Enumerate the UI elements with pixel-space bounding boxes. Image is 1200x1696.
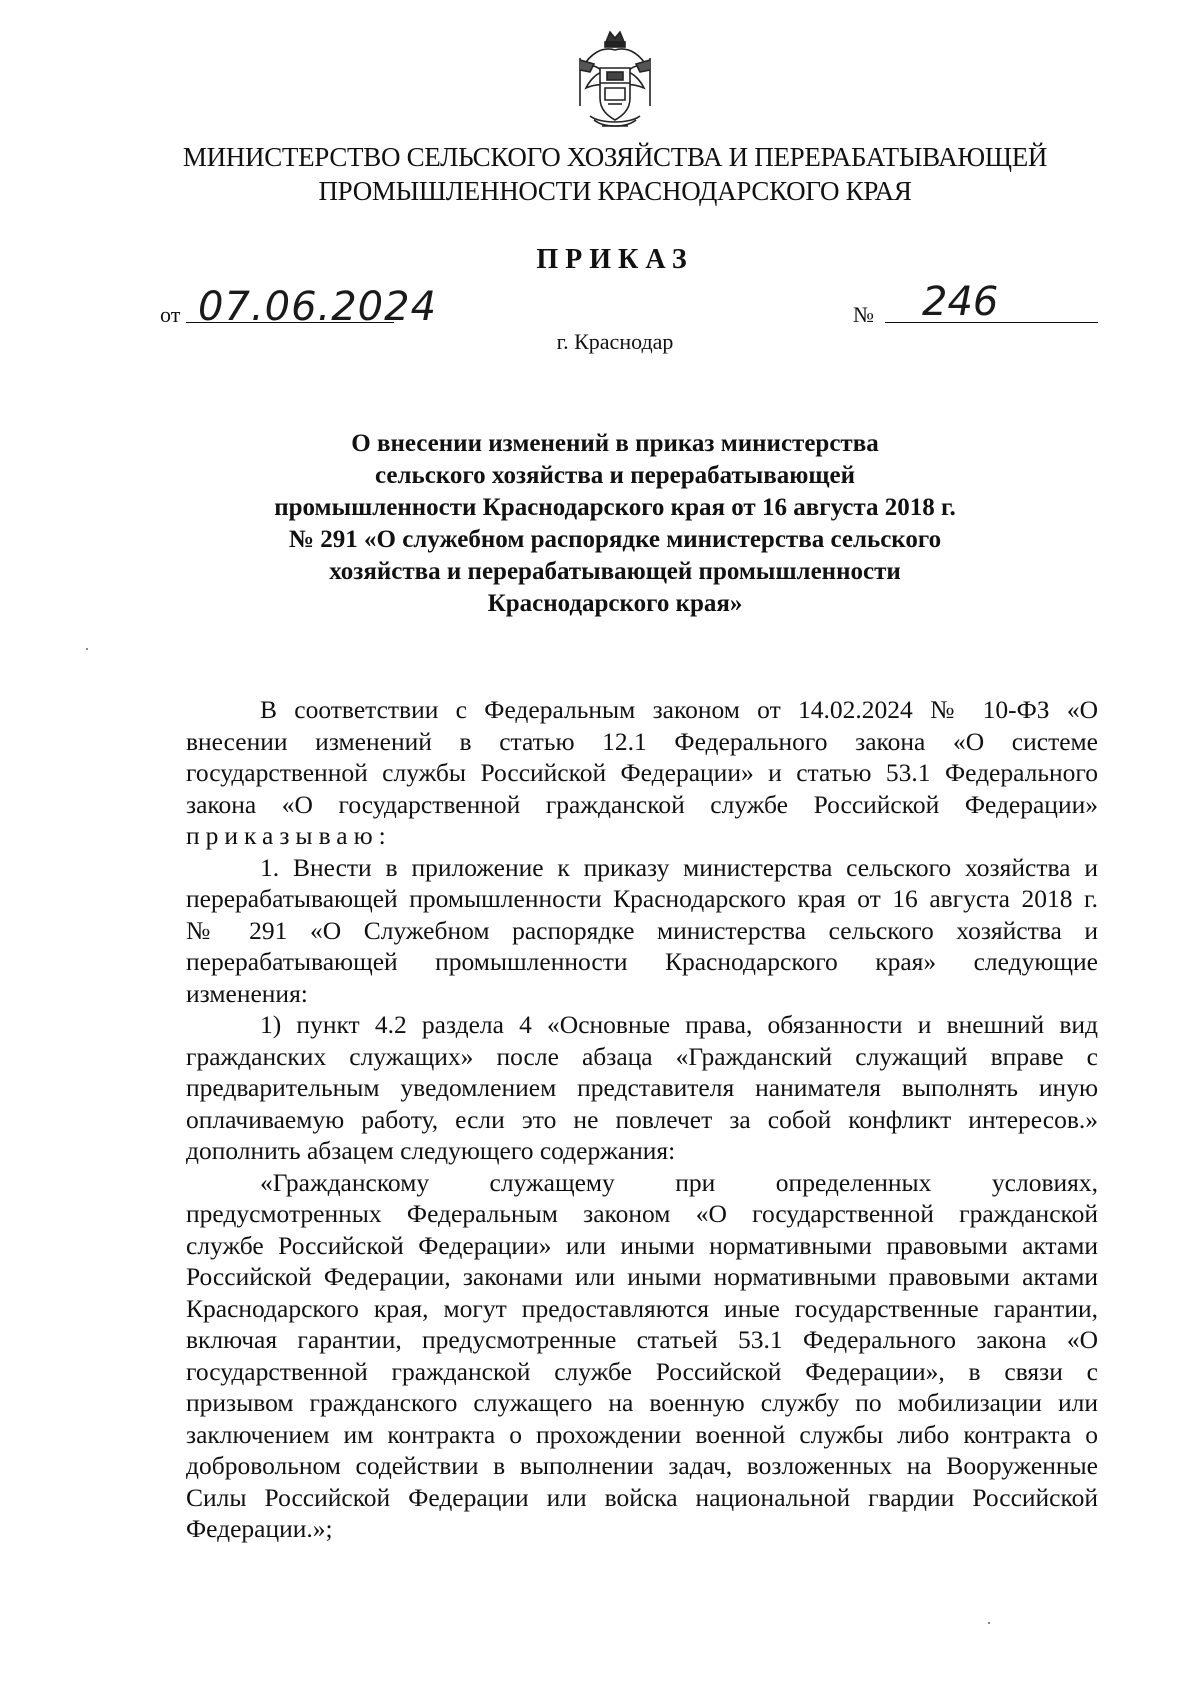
scan-speck [988, 1622, 990, 1624]
body-line: № 291 «О Служебном распорядке министерства сельского хозяйства и [186, 915, 1098, 945]
subject-line: промышленности Краснодарского края от 16 августа 2018 г. [274, 494, 956, 521]
subject-line: сельского хозяйства и перерабатывающей [375, 462, 855, 489]
city: г. Краснодар [556, 329, 674, 354]
ministry-name-line1: МИНИСТЕРСТВО СЕЛЬСКОГО ХОЗЯЙСТВА И ПЕРЕРАБАТЫВАЮЩЕЙ [182, 142, 1048, 172]
body-line: государственной гражданской службе Российской Федерации», в связи с [186, 1356, 1098, 1386]
scan-speck [86, 648, 88, 650]
body-line: Краснодарского края, могут предоставляются иные государственные гарантии, [186, 1293, 1098, 1323]
body-line: перерабатывающей промышленности Краснодарского края от 16 августа 2018 г. [186, 884, 1098, 913]
body-line: оплачиваемую работу, если это не повлечет за собой конфликт интересов.» [186, 1104, 1098, 1134]
body-line: Российской Федерации, законами или иными нормативными правовыми актами [186, 1262, 1098, 1291]
ministry-name [120, 140, 1110, 208]
number-prefix: № [853, 302, 874, 327]
order-subject [180, 428, 1050, 620]
body-line: заключением им контракта о прохождении военной службы либо контракта о [186, 1419, 1098, 1449]
body-line: Силы Российской Федерации или войска национальной гвардии Российской [186, 1482, 1098, 1512]
body-line: службе Российской Федерации» или иными нормативными правовыми актами [186, 1230, 1098, 1260]
body-line: добровольном содействии в выполнении задач, возложенных на Вооруженные [186, 1451, 1098, 1480]
body-line: гражданских служащих» после абзаца «Гражданский служащий вправе с [186, 1041, 1098, 1071]
body-line: «Гражданскому служащему при определенных условиях, [260, 1167, 1098, 1197]
body-line: приказываю: [186, 821, 392, 850]
order-title: ПРИКАЗ [536, 244, 694, 275]
body-line: включая гарантии, предусмотренные статьей 53.1 Федерального закона «О [186, 1325, 1098, 1354]
subject-line: Краснодарского края» [487, 590, 743, 617]
ministry-name-line2: ПРОМЫШЛЕННОСТИ КРАСНОДАРСКОГО КРАЯ [318, 176, 912, 206]
body-line: 1) пункт 4.2 раздела 4 «Основные права, обязанности и внешний вид [260, 1010, 1098, 1039]
body-line: предусмотренных Федеральным законом «О государственной гражданской [186, 1199, 1098, 1228]
subject-line: хозяйства и перерабатывающей промышленности [329, 558, 901, 585]
body-line: призывом гражданского служащего на военную службу по мобилизации или [186, 1388, 1098, 1417]
body-line: государственной службы Российской Федерации» и статью 53.1 Федерального [186, 758, 1098, 787]
body-line: изменения: [186, 978, 308, 1008]
subject-line: № 291 «О служебном распорядке министерства сельского [288, 526, 942, 553]
date-prefix: от [160, 302, 181, 327]
body-line: предварительным уведомлением представителя нанимателя выполнять иную [186, 1073, 1098, 1102]
body-line: закона «О государственной гражданской службе Российской Федерации» [186, 789, 1098, 819]
order-date-handwritten: 07.06.2024 [198, 284, 438, 330]
body-line: Федерации.»; [186, 1514, 333, 1543]
order-body [186, 694, 1098, 1545]
order-number-handwritten: 246 [922, 279, 999, 325]
body-line: дополнить абзацем следующего содержания: [186, 1136, 676, 1165]
body-line: внесении изменений в статью 12.1 Федерального закона «О системе [186, 726, 1098, 756]
subject-line: О внесении изменений в приказ министерства [351, 430, 879, 457]
body-line: В соответствии с Федеральным законом от 14.02.2024 № 10-ФЗ «О [260, 695, 1098, 724]
body-line: 1. Внести в приложение к приказу министерства сельского хозяйства и [260, 852, 1098, 882]
body-line: перерабатывающей промышленности Краснодарского края» следующие [186, 947, 1098, 976]
coat-of-arms-emblem [572, 28, 658, 134]
